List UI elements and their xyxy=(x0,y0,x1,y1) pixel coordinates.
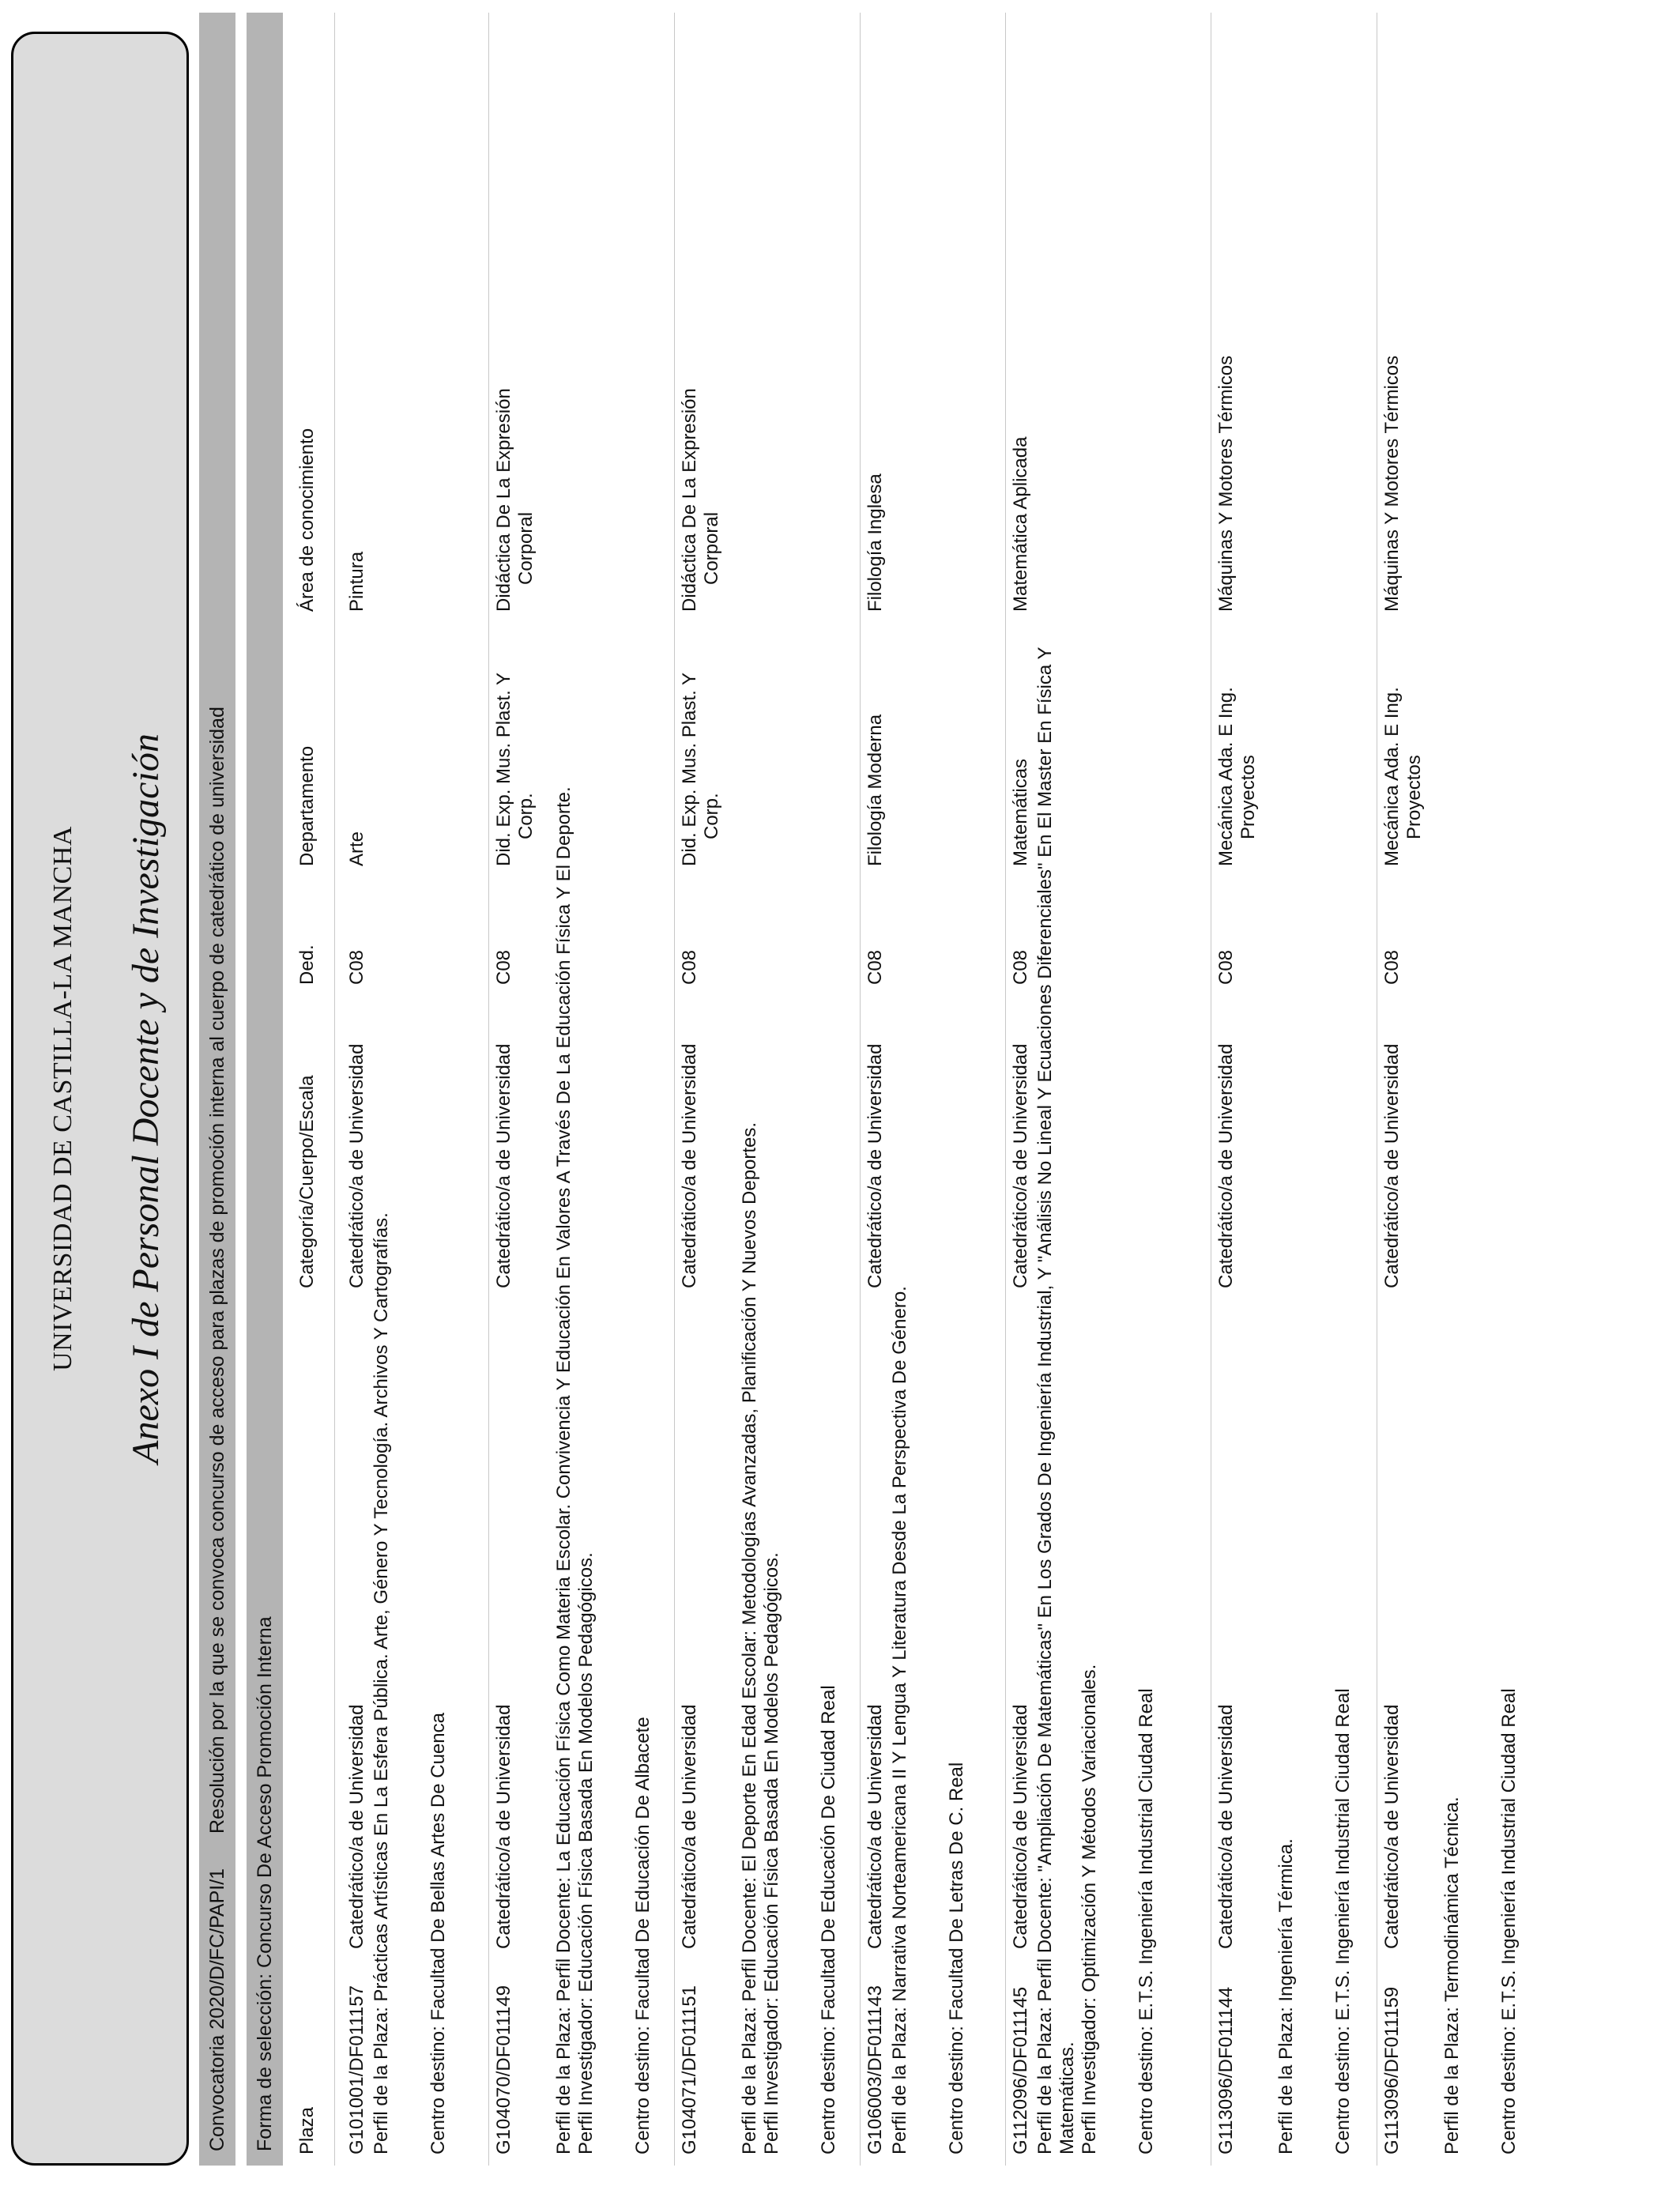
plaza-categoria: Catedrático/a de Universidad xyxy=(1215,1043,1237,1288)
plaza-area: Matemática Aplicada xyxy=(1010,436,1031,612)
plaza-centro-destino: Centro destino: E.T.S. Ingeniería Industrial Ciudad Real xyxy=(1332,1688,1354,2154)
plaza-area: Didáctica De La Expresión xyxy=(679,388,700,612)
row-divider xyxy=(674,13,675,2166)
plaza-area: Filología Inglesa xyxy=(864,473,886,612)
plaza-departamento: Proyectos xyxy=(1403,755,1425,839)
plaza-code: G106003/DF011143 xyxy=(864,1985,886,2154)
plaza-departamento: Did. Exp. Mus. Plast. Y xyxy=(679,673,700,866)
plaza-categoria: Catedrático/a de Universidad xyxy=(346,1043,367,1288)
convocatoria-resolution: Resolución por la que se convoca concurso de acceso para plazas de promoción interna al cuerpo de catedrático de universidad xyxy=(206,707,228,1834)
convocatoria-band xyxy=(199,13,235,2166)
column-header-departamento: Departamento xyxy=(296,745,318,866)
forma-seleccion-band xyxy=(247,13,283,2166)
plaza-departamento: Proyectos xyxy=(1237,755,1259,839)
plaza-area: Máquinas Y Motores Térmicos xyxy=(1215,355,1237,612)
university-title: UNIVERSIDAD DE CASTILLA-LA MANCHA xyxy=(48,826,77,1371)
plaza-departamento: Mecánica Ada. E Ing. xyxy=(1215,687,1237,866)
plaza-categoria-secondary: Catedrático/a de Universidad xyxy=(346,1704,367,1949)
plaza-perfil-line: Matemáticas. xyxy=(1057,2041,1078,2154)
plaza-centro-destino: Centro destino: Facultad De Educación De Ciudad Real xyxy=(818,1685,839,2154)
plaza-perfil-line: Perfil de la Plaza: Perfil Docente: "Ampliación De Matemáticas" En Los Grados De Ingeniería Industrial, Y "Análisis No Lineal Y Ecuaciones Diferenciales" En El Master En Física Y xyxy=(1034,647,1056,2154)
annex-title: Anexo I de Personal Docente y de Investigación xyxy=(125,733,167,1464)
plaza-categoria: Catedrático/a de Universidad xyxy=(864,1043,886,1288)
plaza-dedicacion: C08 xyxy=(1010,949,1031,985)
plaza-perfil-line: Perfil de la Plaza: Prácticas Artísticas En La Esfera Pública. Arte, Género Y Tecnología. Archivos Y Cartografías. xyxy=(371,1212,392,2154)
plaza-area: Máquinas Y Motores Térmicos xyxy=(1381,355,1403,612)
plaza-area: Corporal xyxy=(515,511,537,585)
plaza-perfil-line: Perfil Investigador: Optimización Y Métodos Variacionales. xyxy=(1079,1664,1100,2154)
plaza-perfil-line: Perfil de la Plaza: Perfil Docente: El Deporte En Edad Escolar: Metodologías Avanzadas, Planificación Y Nuevos Deportes. xyxy=(739,1122,760,2154)
row-divider xyxy=(860,13,861,2166)
plaza-dedicacion: C08 xyxy=(679,949,700,985)
plaza-perfil-line: Perfil de la Plaza: Termodinámica Técnica. xyxy=(1441,1796,1463,2154)
column-header-plaza: Plaza xyxy=(296,2106,318,2154)
plaza-perfil-line: Perfil Investigador: Educación Física Basada En Modelos Pedagógicos. xyxy=(761,1552,782,2154)
plaza-area: Pintura xyxy=(346,551,367,612)
plaza-departamento: Did. Exp. Mus. Plast. Y xyxy=(493,673,514,866)
plaza-categoria: Catedrático/a de Universidad xyxy=(1010,1043,1031,1288)
plaza-departamento: Mecánica Ada. E Ing. xyxy=(1381,687,1403,866)
forma-seleccion-label: Forma de selección: Concurso De Acceso Promoción Interna xyxy=(254,1616,276,2151)
plaza-dedicacion: C08 xyxy=(864,949,886,985)
column-header-ded: Ded. xyxy=(296,944,318,985)
plaza-departamento: Filología Moderna xyxy=(864,714,886,866)
plaza-categoria: Catedrático/a de Universidad xyxy=(493,1043,514,1288)
plaza-centro-destino: Centro destino: Facultad De Letras De C. Real xyxy=(946,1762,967,2154)
plaza-perfil-line: Perfil de la Plaza: Ingeniería Térmica. xyxy=(1275,1838,1297,2154)
row-divider xyxy=(488,13,489,2166)
column-header-area: Área de conocimiento xyxy=(296,428,318,612)
plaza-categoria-secondary: Catedrático/a de Universidad xyxy=(493,1704,514,1949)
plaza-centro-destino: Centro destino: E.T.S. Ingeniería Industrial Ciudad Real xyxy=(1498,1688,1520,2154)
plaza-centro-destino: Centro destino: Facultad De Educación De Albacete xyxy=(632,1717,654,2154)
row-divider xyxy=(1005,13,1006,2166)
plaza-area: Corporal xyxy=(701,511,722,585)
plaza-code: G113096/DF011159 xyxy=(1381,1986,1403,2154)
plaza-dedicacion: C08 xyxy=(493,949,514,985)
column-header-categoria: Categoría/Cuerpo/Escala xyxy=(296,1075,318,1288)
plaza-departamento: Corp. xyxy=(701,793,722,839)
plaza-dedicacion: C08 xyxy=(1215,949,1237,985)
plaza-code: G113096/DF011144 xyxy=(1215,1986,1237,2154)
convocatoria-code: Convocatoria 2020/D/FC/PAPI/1 xyxy=(206,1868,228,2151)
plaza-departamento: Corp. xyxy=(515,793,537,839)
plaza-centro-destino: Centro destino: E.T.S. Ingeniería Industrial Ciudad Real xyxy=(1136,1688,1157,2154)
plaza-categoria-secondary: Catedrático/a de Universidad xyxy=(1215,1704,1237,1949)
plaza-categoria-secondary: Catedrático/a de Universidad xyxy=(679,1704,700,1949)
header-divider xyxy=(334,13,335,2166)
plaza-area: Didáctica De La Expresión xyxy=(493,388,514,612)
plaza-code: G112096/DF011145 xyxy=(1010,1986,1031,2154)
plaza-code: G104071/DF011151 xyxy=(679,1985,700,2154)
plaza-perfil-line: Perfil de la Plaza: Narrativa Norteamericana II Y Lengua Y Literatura Desde La Perspectiva De Género. xyxy=(889,1286,910,2154)
plaza-code: G104070/DF011149 xyxy=(493,1985,514,2154)
plaza-code: G101001/DF011157 xyxy=(346,1985,367,2154)
plaza-categoria-secondary: Catedrático/a de Universidad xyxy=(1010,1704,1031,1949)
plaza-departamento: Matemáticas xyxy=(1010,758,1031,866)
plaza-perfil-line: Perfil Investigador: Educación Física Basada En Modelos Pedagógicos. xyxy=(575,1552,597,2154)
plaza-dedicacion: C08 xyxy=(1381,949,1403,985)
header-box xyxy=(11,32,189,2166)
plaza-centro-destino: Centro destino: Facultad De Bellas Artes De Cuenca xyxy=(428,1713,449,2154)
plaza-dedicacion: C08 xyxy=(346,949,367,985)
plaza-categoria-secondary: Catedrático/a de Universidad xyxy=(1381,1704,1403,1949)
plaza-categoria: Catedrático/a de Universidad xyxy=(679,1043,700,1288)
plaza-departamento: Arte xyxy=(346,831,367,866)
plaza-perfil-line: Perfil de la Plaza: Perfil Docente: La Educación Física Como Materia Escolar. Convivencia Y Educación En Valores A Través De La Educación Física Y El Deporte. xyxy=(553,786,574,2154)
plaza-categoria-secondary: Catedrático/a de Universidad xyxy=(864,1704,886,1949)
plaza-categoria: Catedrático/a de Universidad xyxy=(1381,1043,1403,1288)
